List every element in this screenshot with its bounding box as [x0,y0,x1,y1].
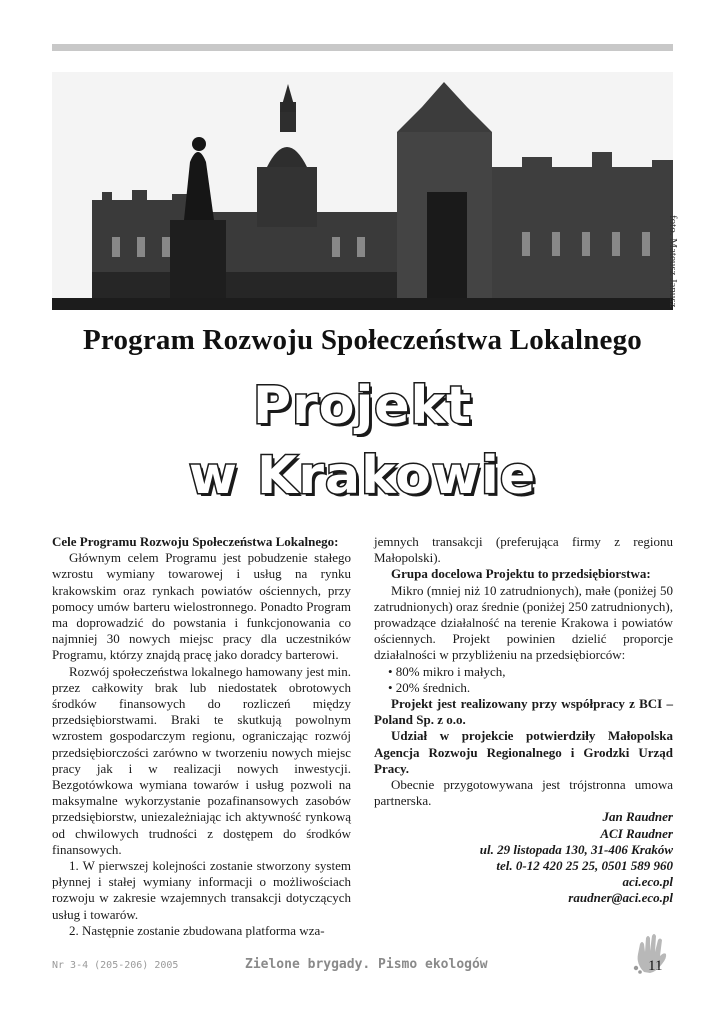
paragraph: 2. Następnie zostanie zbudowana platforma wza- [69,922,325,938]
signature-email: raudner@aci.eco.pl [568,890,673,906]
paragraph: Głównym celem Programu jest pobudzenie stałego wzrostu wymiany towarowej i usług na rynku krakowskim oraz rynkach powiatów ościennych, przy pomocy umów barteru wielostronnego. Ponadto Program ma doprowadzić do powstania i funkcjonowania co najmniej 30 nowych miejsc pracy dla uczestników Programu, którzy znajdą pracę jako doradcy barterowi. [52,550,351,663]
signature-company: ACI Raudner [600,825,673,841]
confirmation-note: Udział w projekcie potwierdziły Małopolska Agencja Rozwoju Regionalnego i Grodzki Urząd Pracy. [374,728,673,776]
main-title-line-2: w Krakowie [188,446,537,506]
program-title: Program Rozwoju Społeczeństwa Lokalnego [82,324,643,356]
paragraph: jemnych transakcji (preferująca firmy z regionu Małopolski). [374,534,673,566]
signature-website: aci.eco.pl [622,874,673,890]
partner-note: Projekt jest realizowany przy współpracy z BCI – Poland Sp. z o.o. [374,696,673,728]
page-number: 11 [648,958,663,974]
signature-phone: tel. 0-12 420 25 25, 0501 589 960 [496,858,673,874]
issue-number: Nr 3-4 (205-206) 2005 [52,960,179,971]
target-group-heading: Grupa docelowa Projektu to przedsiębiorstwa: [391,566,651,582]
paragraph: Obecnie przygotowywana jest trójstronna umowa partnerska. [374,777,673,809]
signature-address: ul. 29 listopada 130, 31-406 Kraków [479,841,673,857]
header-rule [52,44,673,51]
goals-heading: Cele Programu Rozwoju Społeczeństwa Lokalnego: [52,534,339,549]
bullet-item: • 80% mikro i małych, [388,663,506,679]
signature-name: Jan Raudner [602,809,673,825]
paragraph: Rozwój społeczeństwa lokalnego hamowany jest min. przez całkowity brak lub niedostatek obrotowych środków finansowych do rozliczeń między przedsiębiorstwami. Braki te skutkują powolnym wzrostem gospodarczym regionu, ograniczając rozwój przedsiębiorczości zarówno w tworzeniu nowych miejsc pracy jak i w realizacji nowych inwestycji. Bezgotówkowa wymiana towarów i usług pozwoli na maksymalne wykorzystanie pozafinansowych zasobów przedsiębiorstw, uniezależniając ich aktywność rynkową od chwilowych trudności z dostępem do środków finansowych. [52,663,351,857]
photo-credit: foto. Mateusz Janusz [667,215,679,308]
paragraph: Mikro (mniej niż 10 zatrudnionych), małe (poniżej 50 zatrudnionych) oraz średnie (poniżej 250 zatrudnionych), prowadzące działalność na terenie Krakowa i powiatów ościennych. Projekt powinien dzielić proporcje działalności w przybliżeniu na przedsiębiorców: [374,582,673,663]
paragraph: 1. W pierwszej kolejności zostanie stworzony system płynnej i stałej wymiany informacji o możliwościach rozwoju w zakresie wzajemnych transakcji dotyczących usług i towarów. [52,858,351,922]
magazine-title: Zielone brygady. Pismo ekologów [245,957,488,972]
main-title-line-1: Projekt [252,376,472,436]
right-column [374,534,673,907]
left-column [52,534,351,939]
cloth-hall-photo [52,72,673,310]
bullet-item: • 20% średnich. [388,679,471,695]
